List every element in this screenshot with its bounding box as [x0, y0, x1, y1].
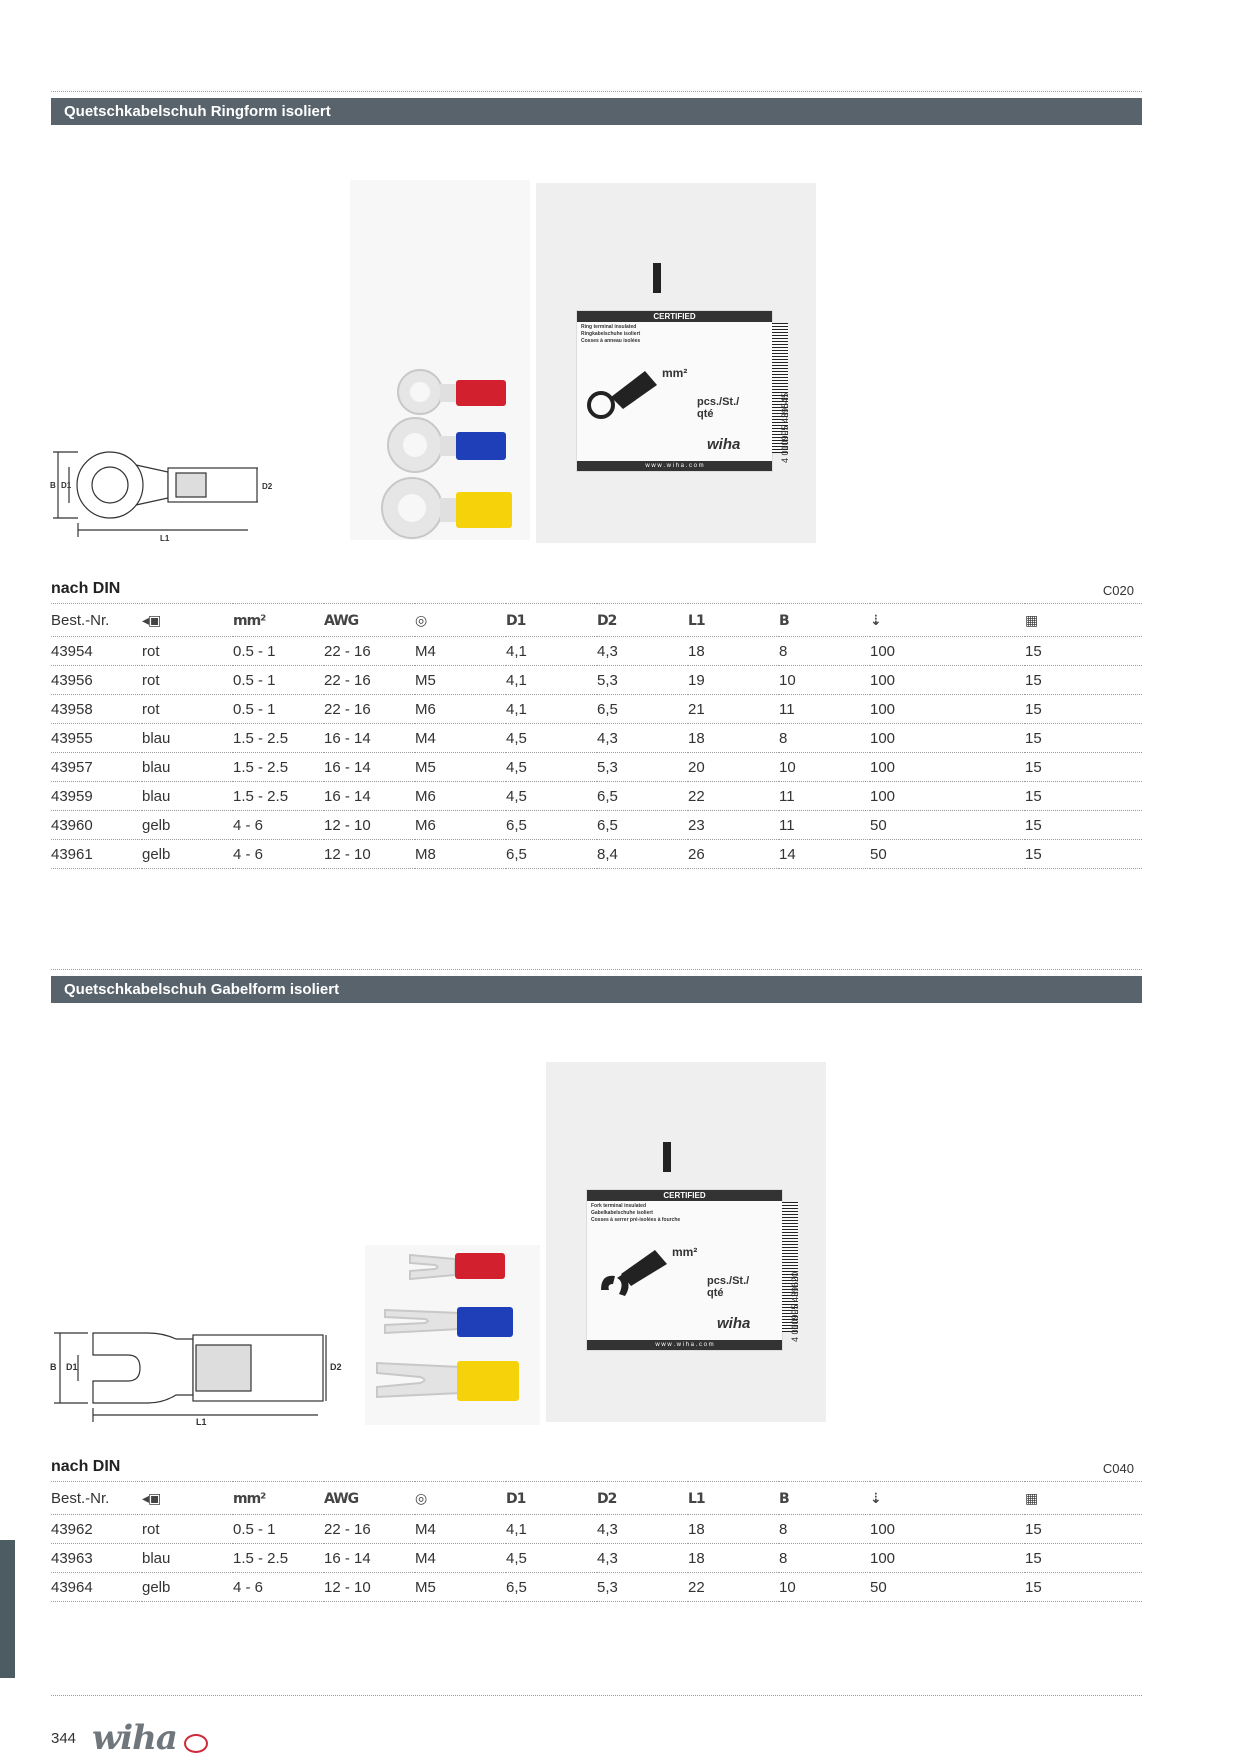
din-code: C020: [1102, 583, 1134, 598]
table-cell: 1.5 - 2.5: [233, 753, 324, 782]
color-icon: ◂▣: [142, 612, 161, 629]
pack-icon: ▦: [1025, 1490, 1038, 1507]
table-cell: rot: [142, 666, 233, 695]
table-cell: 18: [688, 1515, 779, 1544]
package-pcs: pcs./St./: [697, 396, 740, 408]
package-line3: Cosses à anneau isolées: [581, 338, 641, 344]
table-row: [51, 695, 1142, 724]
table-cell: M5: [415, 753, 506, 782]
table-cell: 43958: [51, 695, 142, 724]
table-cell: 43963: [51, 1544, 142, 1573]
table-cell: 22 - 16: [324, 637, 415, 666]
thread-icon: ◎: [415, 1490, 427, 1507]
table-cell: M5: [415, 666, 506, 695]
spec-table-ring: [51, 603, 1142, 869]
table-cell: M4: [415, 637, 506, 666]
table-cell: rot: [142, 1515, 233, 1544]
table-cell: M8: [415, 840, 506, 869]
d2-icon: D2: [597, 612, 617, 629]
table-cell: 4,1: [506, 666, 597, 695]
table-cell: 43954: [51, 637, 142, 666]
din-code: C040: [1102, 1461, 1134, 1476]
table-cell: 1.5 - 2.5: [233, 724, 324, 753]
spec-table-fork: [51, 1481, 1142, 1602]
color-icon: ◂▣: [142, 1490, 161, 1507]
table-cell: 4 - 6: [233, 811, 324, 840]
table-cell: 0.5 - 1: [233, 637, 324, 666]
table-row: [51, 666, 1142, 695]
d1-icon: D1: [506, 612, 526, 629]
package-url: w w w . w i h a . c o m: [587, 1340, 782, 1350]
dim-label-b: B: [50, 481, 56, 490]
table-cell: gelb: [142, 1573, 233, 1602]
table-cell: 16 - 14: [324, 724, 415, 753]
table-cell: 6,5: [506, 1573, 597, 1602]
package-line2: Gabelkabelschuhe isoliert: [591, 1210, 653, 1216]
table-cell: 8: [779, 1544, 870, 1573]
table-cell: 15: [1025, 724, 1142, 753]
side-tab: [0, 1540, 15, 1678]
table-cell: 22 - 16: [324, 695, 415, 724]
table-cell: 43959: [51, 782, 142, 811]
barcode-number: 4 010995 439545: [780, 392, 790, 463]
package-qte: qté: [697, 408, 714, 420]
package-photo: [536, 183, 816, 543]
din-title: nach DIN: [51, 1458, 121, 1475]
package-mm2: mm²: [662, 366, 688, 380]
dim-label-l1: L1: [196, 1417, 207, 1425]
divider: [51, 1695, 1142, 1696]
table-cell: 100: [870, 782, 1025, 811]
table-cell: 11: [779, 782, 870, 811]
table-cell: 43960: [51, 811, 142, 840]
d2-icon: D2: [597, 1490, 617, 1507]
table-cell: 4,5: [506, 1544, 597, 1573]
package-photo: [546, 1062, 826, 1422]
table-cell: gelb: [142, 811, 233, 840]
page-number: 344: [51, 1730, 77, 1747]
table-cell: 43957: [51, 753, 142, 782]
l1-icon: L1: [688, 612, 705, 629]
table-cell: M5: [415, 1573, 506, 1602]
wiha-logo: wiha: [92, 1718, 177, 1758]
package-mm2: mm²: [672, 1245, 698, 1259]
table-cell: 8: [779, 1515, 870, 1544]
table-cell: 100: [870, 666, 1025, 695]
divider: [51, 91, 1142, 92]
table-cell: 43961: [51, 840, 142, 869]
quantity-icon: ⇣: [870, 1490, 881, 1507]
col-best-nr: Best.-Nr.: [51, 604, 142, 637]
table-cell: 15: [1025, 1544, 1142, 1573]
table-cell: rot: [142, 695, 233, 724]
dim-label-b: B: [50, 1362, 57, 1372]
table-cell: 15: [1025, 1573, 1142, 1602]
quantity-icon: ⇣: [870, 612, 881, 629]
din-title-row: [51, 1458, 1142, 1478]
package-line2: Ringkabelschuhe isoliert: [581, 331, 641, 337]
table-cell: 12 - 10: [324, 1573, 415, 1602]
b-icon: B: [779, 612, 789, 629]
table-cell: M6: [415, 782, 506, 811]
barcode-number: 4 010995 439620: [790, 1271, 800, 1342]
table-cell: blau: [142, 724, 233, 753]
din-title: nach DIN: [51, 580, 121, 597]
table-cell: 4,1: [506, 695, 597, 724]
table-cell: 18: [688, 724, 779, 753]
table-row: [51, 1515, 1142, 1544]
ring-terminal-drawing: [48, 440, 258, 545]
package-url: w w w . w i h a . c o m: [577, 461, 772, 471]
table-cell: 5,3: [597, 666, 688, 695]
table-cell: 22: [688, 782, 779, 811]
table-cell: 4 - 6: [233, 840, 324, 869]
table-cell: blau: [142, 782, 233, 811]
table-cell: 16 - 14: [324, 782, 415, 811]
table-cell: 8,4: [597, 840, 688, 869]
table-cell: 50: [870, 1573, 1025, 1602]
package-qte: qté: [707, 1287, 724, 1299]
table-cell: 5,3: [597, 1573, 688, 1602]
table-cell: 1.5 - 2.5: [233, 782, 324, 811]
dim-label-l1: L1: [160, 534, 170, 543]
dim-label-d1: D1: [61, 481, 72, 490]
awg-icon: AWG: [324, 612, 359, 629]
table-cell: 20: [688, 753, 779, 782]
table-row: [51, 811, 1142, 840]
table-cell: 12 - 10: [324, 840, 415, 869]
table-cell: 18: [688, 1544, 779, 1573]
table-row: [51, 724, 1142, 753]
l1-icon: L1: [688, 1490, 705, 1507]
table-cell: 19: [688, 666, 779, 695]
table-cell: 100: [870, 724, 1025, 753]
table-cell: 0.5 - 1: [233, 1515, 324, 1544]
mm2-icon: mm²: [233, 612, 266, 629]
dim-label-d2: D2: [262, 482, 273, 491]
table-cell: 18: [688, 637, 779, 666]
d1-icon: D1: [506, 1490, 526, 1507]
b-icon: B: [779, 1490, 789, 1507]
table-cell: M6: [415, 811, 506, 840]
package-pcs: pcs./St./: [707, 1275, 750, 1287]
table-cell: 5,3: [597, 753, 688, 782]
package-brand: wiha: [717, 1315, 751, 1332]
table-cell: 22 - 16: [324, 1515, 415, 1544]
table-cell: 16 - 14: [324, 1544, 415, 1573]
table-cell: 6,5: [506, 840, 597, 869]
table-cell: 100: [870, 695, 1025, 724]
fork-terminal-drawing: [48, 1325, 348, 1425]
awg-icon: AWG: [324, 1490, 359, 1507]
package-line3: Cosses à serrer pré-isolées à fourche: [591, 1217, 681, 1223]
package-line1: Ring terminal insulated: [581, 324, 637, 330]
table-cell: 50: [870, 811, 1025, 840]
table-row: [51, 840, 1142, 869]
table-cell: 6,5: [597, 782, 688, 811]
table-cell: M4: [415, 1515, 506, 1544]
table-cell: 8: [779, 724, 870, 753]
dim-label-d1: D1: [66, 1362, 78, 1372]
table-cell: 4,3: [597, 724, 688, 753]
table-cell: 26: [688, 840, 779, 869]
table-cell: 4,3: [597, 637, 688, 666]
table-cell: 6,5: [597, 695, 688, 724]
table-cell: 22 - 16: [324, 666, 415, 695]
package-fork-icon: [595, 1240, 675, 1300]
table-cell: 4,5: [506, 782, 597, 811]
table-cell: 4,3: [597, 1515, 688, 1544]
table-cell: M4: [415, 724, 506, 753]
table-cell: 43956: [51, 666, 142, 695]
table-cell: 21: [688, 695, 779, 724]
table-header: [51, 1482, 1142, 1515]
package-brand: wiha: [707, 436, 741, 453]
section-title-fork: Quetschkabelschuh Gabelform isoliert: [51, 976, 1142, 1003]
table-cell: 12 - 10: [324, 811, 415, 840]
table-cell: 100: [870, 753, 1025, 782]
table-cell: 8: [779, 637, 870, 666]
thread-icon: ◎: [415, 612, 427, 629]
table-cell: blau: [142, 753, 233, 782]
table-cell: 10: [779, 1573, 870, 1602]
table-cell: 43962: [51, 1515, 142, 1544]
table-cell: rot: [142, 637, 233, 666]
table-cell: 11: [779, 695, 870, 724]
divider: [51, 969, 1142, 970]
table-cell: gelb: [142, 840, 233, 869]
table-cell: 15: [1025, 840, 1142, 869]
table-cell: 10: [779, 666, 870, 695]
table-cell: 15: [1025, 753, 1142, 782]
table-cell: 100: [870, 637, 1025, 666]
table-cell: 4,5: [506, 753, 597, 782]
table-cell: 0.5 - 1: [233, 666, 324, 695]
package-line1: Fork terminal insulated: [591, 1203, 647, 1209]
package-certified: CERTIFIED: [587, 1190, 782, 1201]
wiha-badge-icon: [184, 1734, 208, 1753]
table-cell: 43964: [51, 1573, 142, 1602]
table-row: [51, 1573, 1142, 1602]
table-cell: 11: [779, 811, 870, 840]
table-cell: 22: [688, 1573, 779, 1602]
din-title-row: [51, 580, 1142, 600]
table-cell: 0.5 - 1: [233, 695, 324, 724]
table-cell: 4,3: [597, 1544, 688, 1573]
table-cell: 4,1: [506, 637, 597, 666]
table-cell: 4,1: [506, 1515, 597, 1544]
package-certified: CERTIFIED: [577, 311, 772, 322]
dim-label-d2: D2: [330, 1362, 342, 1372]
table-cell: 100: [870, 1544, 1025, 1573]
table-cell: 6,5: [597, 811, 688, 840]
table-cell: 4,5: [506, 724, 597, 753]
pack-icon: ▦: [1025, 612, 1038, 629]
table-cell: 14: [779, 840, 870, 869]
fork-terminal-photo: [365, 1245, 540, 1425]
section-title-ring: Quetschkabelschuh Ringform isoliert: [51, 98, 1142, 125]
table-cell: 100: [870, 1515, 1025, 1544]
table-header: [51, 604, 1142, 637]
table-cell: 15: [1025, 811, 1142, 840]
table-cell: 23: [688, 811, 779, 840]
package-ring-icon: [585, 361, 665, 421]
table-cell: 10: [779, 753, 870, 782]
ring-terminal-photo: [350, 180, 530, 540]
table-cell: 16 - 14: [324, 753, 415, 782]
table-cell: 6,5: [506, 811, 597, 840]
table-cell: 15: [1025, 782, 1142, 811]
table-cell: 50: [870, 840, 1025, 869]
table-row: [51, 782, 1142, 811]
table-cell: 43955: [51, 724, 142, 753]
table-cell: 15: [1025, 637, 1142, 666]
col-best-nr: Best.-Nr.: [51, 1482, 142, 1515]
table-cell: M6: [415, 695, 506, 724]
table-cell: M4: [415, 1544, 506, 1573]
table-row: [51, 753, 1142, 782]
table-cell: 4 - 6: [233, 1573, 324, 1602]
table-cell: 1.5 - 2.5: [233, 1544, 324, 1573]
table-cell: 15: [1025, 695, 1142, 724]
table-row: [51, 1544, 1142, 1573]
table-cell: blau: [142, 1544, 233, 1573]
table-row: [51, 637, 1142, 666]
table-cell: 15: [1025, 1515, 1142, 1544]
table-cell: 15: [1025, 666, 1142, 695]
mm2-icon: mm²: [233, 1490, 266, 1507]
